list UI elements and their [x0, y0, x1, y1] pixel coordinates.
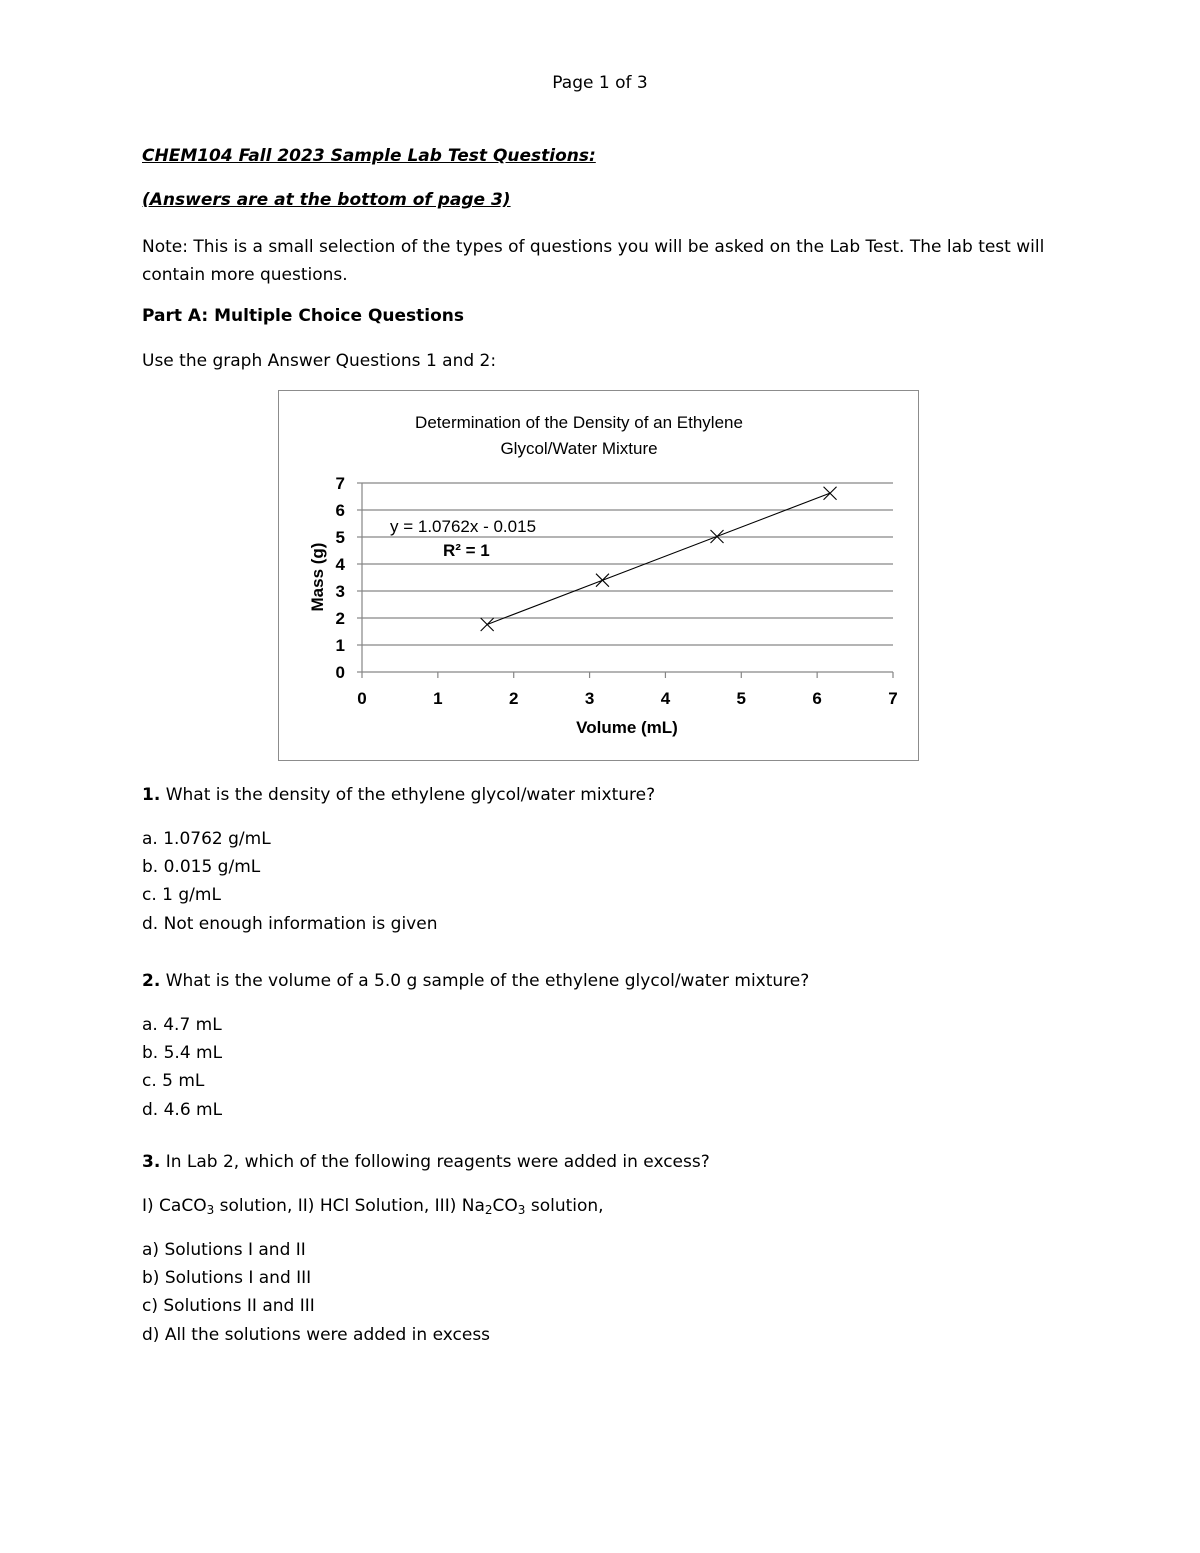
- question-number: 2.: [142, 971, 161, 991]
- graph-instruction: Use the graph Answer Questions 1 and 2:: [142, 351, 497, 371]
- answers-note: (Answers are at the bottom of page 3): [142, 190, 511, 210]
- y-tick-label: 4: [335, 555, 345, 574]
- section-heading-part-a: Part A: Multiple Choice Questions: [142, 306, 465, 326]
- question-1-option-b: b. 0.015 g/mL: [142, 857, 261, 877]
- question-3: [142, 1152, 710, 1172]
- question-3-option-b: b) Solutions I and III: [142, 1268, 312, 1288]
- intro-note: Note: This is a small selection of the types of questions you will be asked on the Lab Test. The lab test will contain more questions.: [142, 237, 1045, 285]
- question-2: [142, 971, 809, 991]
- gridlines: [362, 483, 893, 645]
- question-1-option-a: a. 1.0762 g/mL: [142, 829, 271, 849]
- question-3-option-a: a) Solutions I and II: [142, 1240, 306, 1260]
- question-1: [142, 785, 655, 805]
- question-text: What is the density of the ethylene glycol/water mixture?: [160, 785, 656, 805]
- chart-svg: [279, 391, 920, 762]
- subscript: 3: [517, 1203, 526, 1217]
- question-3-option-c: c) Solutions II and III: [142, 1296, 315, 1316]
- question-text: In Lab 2, which of the following reagents were added in excess?: [160, 1152, 710, 1172]
- x-tick-label: 4: [660, 689, 671, 708]
- y-tick-label: 2: [335, 609, 345, 628]
- data-point: [824, 487, 837, 500]
- question-1-option-d: d. Not enough information is given: [142, 914, 438, 934]
- question-2-option-a: a. 4.7 mL: [142, 1015, 222, 1035]
- data-point: [481, 618, 494, 631]
- data-point: [596, 574, 609, 587]
- density-chart: [278, 390, 919, 761]
- reagent-text: solution,: [525, 1196, 604, 1216]
- chart-title-line-1: Determination of the Density of an Ethylene: [415, 413, 743, 432]
- trendline-equation: y = 1.0762x - 0.015: [390, 517, 537, 536]
- x-tick-label: 5: [736, 689, 747, 708]
- question-number: 3.: [142, 1152, 161, 1172]
- subscript: 3: [206, 1203, 215, 1217]
- y-tick-label: 7: [335, 474, 345, 493]
- question-1-option-c: c. 1 g/mL: [142, 885, 221, 905]
- x-tick-label: 7: [888, 689, 898, 708]
- y-tick-label: 3: [335, 582, 345, 601]
- question-text: What is the volume of a 5.0 g sample of the ethylene glycol/water mixture?: [160, 971, 810, 991]
- y-axis-label: Mass (g): [308, 542, 327, 612]
- question-2-option-b: b. 5.4 mL: [142, 1043, 223, 1063]
- reagent-text: I) CaCO: [142, 1196, 207, 1216]
- x-tick-label: 0: [357, 689, 367, 708]
- document-title: CHEM104 Fall 2023 Sample Lab Test Questions:: [142, 146, 596, 166]
- y-tick-label: 1: [335, 636, 345, 655]
- reagent-text: CO: [492, 1196, 518, 1216]
- question-2-option-c: c. 5 mL: [142, 1071, 205, 1091]
- page-number: Page 1 of 3: [552, 73, 648, 93]
- y-tick-label: 0: [335, 663, 345, 682]
- trendline: [487, 493, 830, 624]
- y-tick-label: 5: [335, 528, 345, 547]
- question-3-reagents: [142, 1196, 604, 1217]
- trendline-line: [487, 493, 830, 624]
- question-3-option-d: d) All the solutions were added in excess: [142, 1325, 491, 1345]
- x-axis-label: Volume (mL): [576, 718, 678, 737]
- question-number: 1.: [142, 785, 161, 805]
- x-tick-label: 6: [812, 689, 822, 708]
- subscript: 2: [484, 1203, 493, 1217]
- r-squared-label: R² = 1: [443, 541, 490, 560]
- x-tick-label: 2: [508, 689, 519, 708]
- x-tick-label: 3: [584, 689, 595, 708]
- x-tick-label: 1: [433, 689, 443, 708]
- chart-title-line-2: Glycol/Water Mixture: [500, 439, 658, 458]
- question-2-option-d: d. 4.6 mL: [142, 1100, 223, 1120]
- reagent-text: solution, II) HCl Solution, III) Na: [214, 1196, 485, 1216]
- y-tick-label: 6: [335, 501, 345, 520]
